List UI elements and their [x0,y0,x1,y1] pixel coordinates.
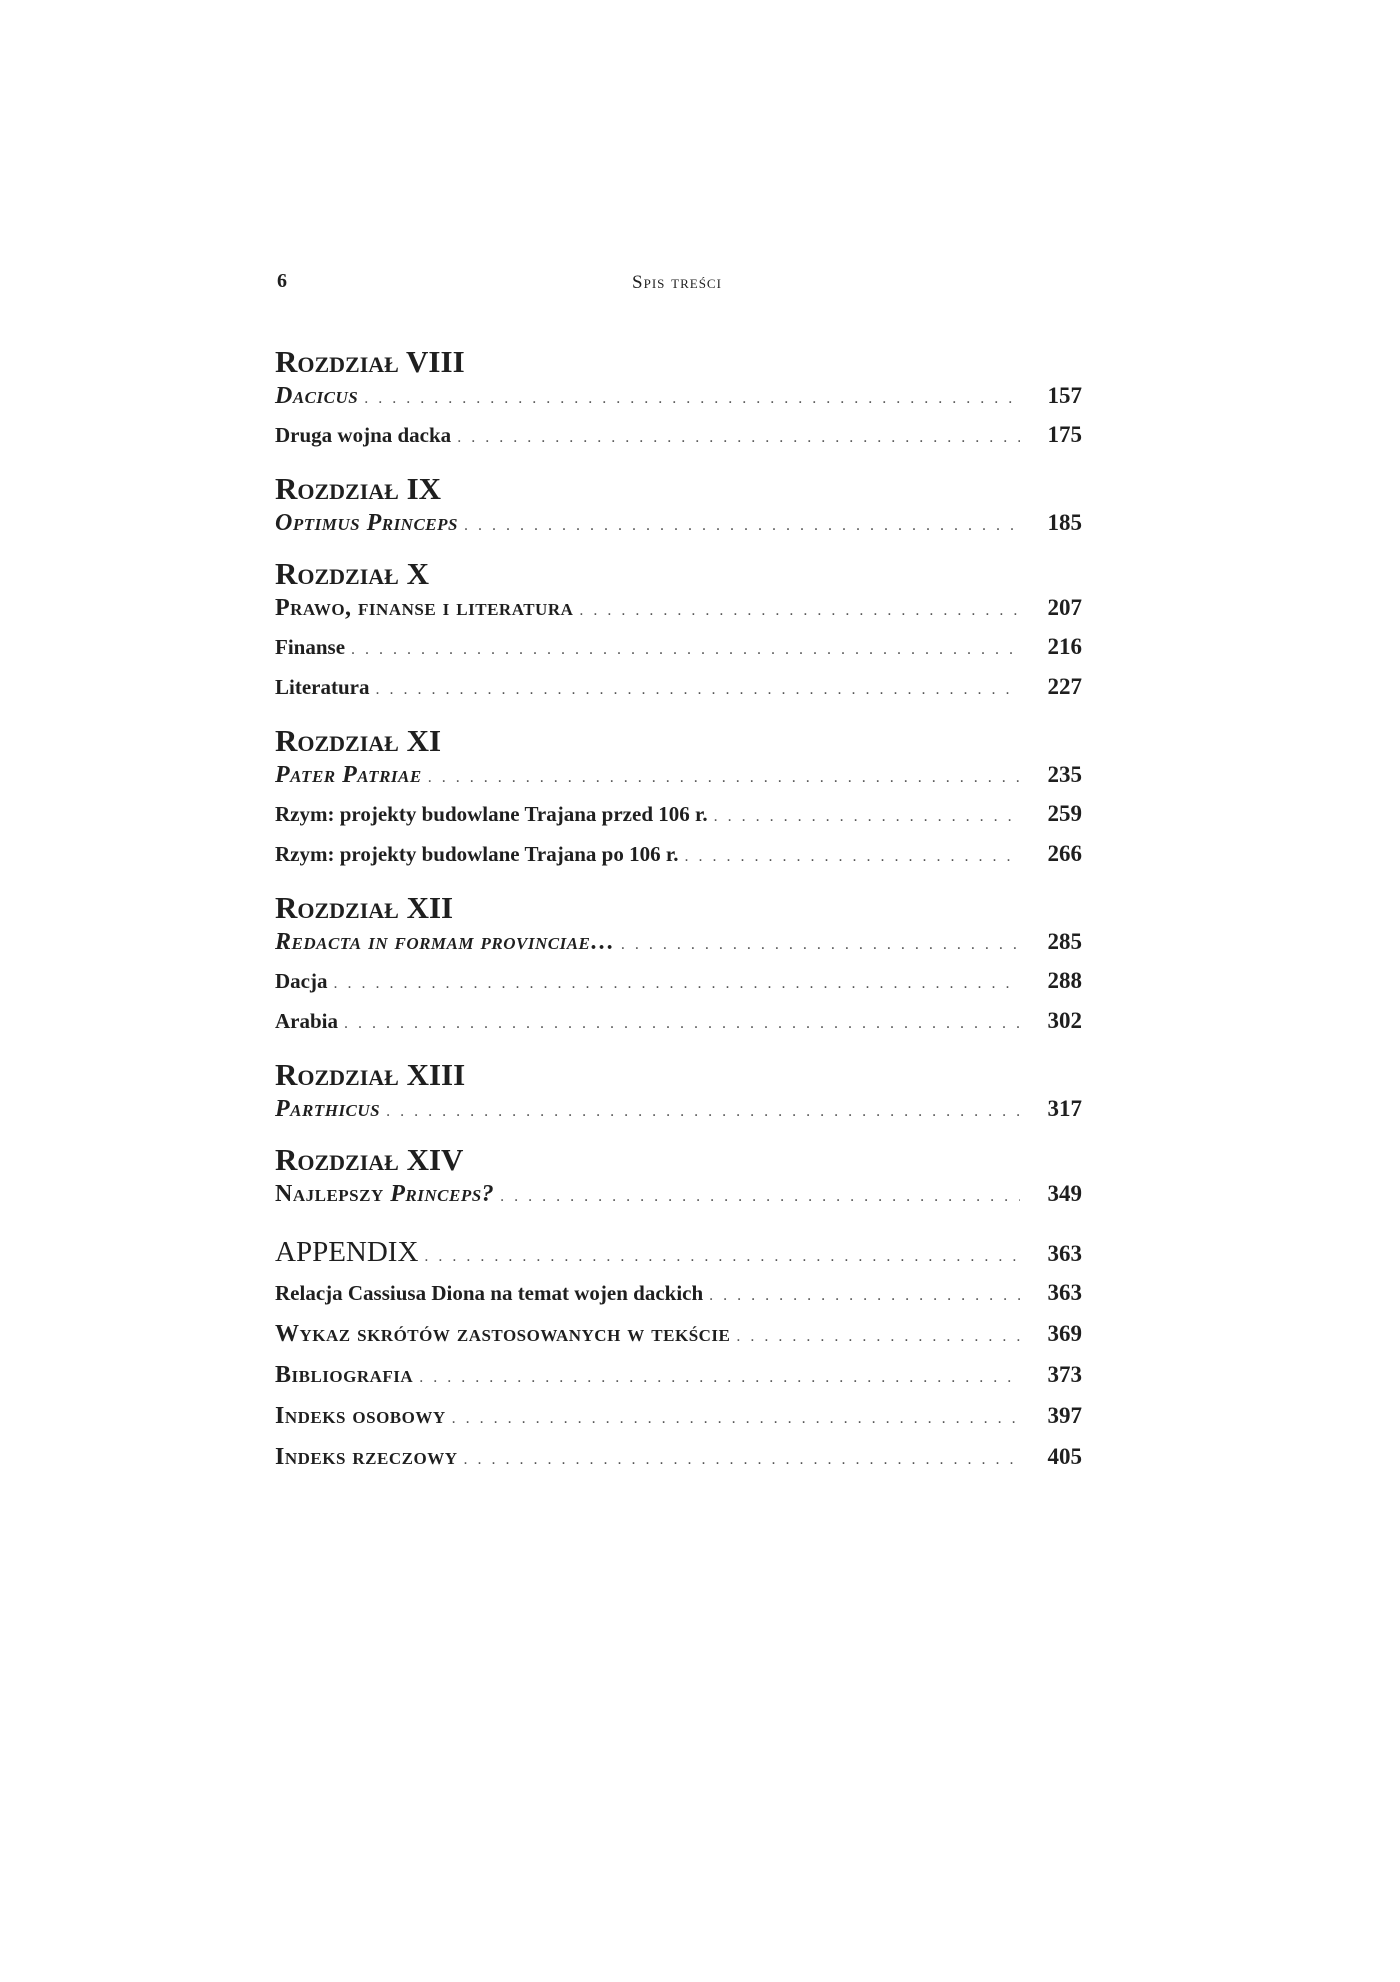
toc-entry-chapter-title[interactable] [275,1177,1082,1211]
entry-page-number: 185 [1047,510,1082,535]
dot-leader [457,418,1020,458]
entry-page-number: 175 [1047,422,1082,447]
entry-page-number: 259 [1047,801,1082,826]
toc-entry-abbreviations[interactable] [275,1313,1082,1354]
chapter-heading: Rozdział XI [275,723,442,758]
chapter-heading: Rozdział IX [275,471,442,506]
entry-page-number: 373 [1047,1362,1082,1387]
entry-title: Dacicus [275,383,359,409]
entry-title: Bibliografia [275,1362,414,1388]
toc-entry-section[interactable] [275,1273,1082,1313]
dot-leader [714,797,1020,837]
entry-title: Indeks osobowy [275,1403,446,1429]
entry-title: Dacja [275,969,328,993]
entry-page-number: 369 [1047,1321,1082,1346]
toc-entry-section[interactable] [275,1001,1082,1041]
entry-title: Rzym: projekty budowlane Trajana przed 106 r. [275,802,708,826]
running-head-title: Spis treści [632,272,722,293]
toc-entry-chapter-title[interactable] [275,379,1082,413]
dot-leader [452,1398,1020,1439]
dot-leader [621,928,1020,962]
entry-page-number: 227 [1047,674,1082,699]
toc-entry-section[interactable] [275,834,1082,874]
entry-title: Finanse [275,635,346,659]
dot-leader [685,837,1020,877]
chapter-heading: Rozdział XIII [275,1057,466,1092]
entry-title: Druga wojna dacka [275,423,452,447]
entry-page-number: 216 [1047,634,1082,659]
toc-entry-chapter-title[interactable] [275,506,1082,540]
dot-leader [428,761,1020,795]
entry-title: Indeks rzeczowy [275,1444,458,1470]
entry-title [275,1177,494,1211]
dot-leader [579,594,1020,628]
entry-title-plain: Najlepszy [275,1181,384,1207]
dot-leader [364,382,1020,416]
entry-page-number: 207 [1047,595,1082,620]
dot-leader [344,1004,1020,1044]
toc-entry-chapter-title[interactable] [275,591,1082,625]
entry-page-number: 235 [1047,762,1082,787]
chapter-heading: Rozdział X [275,556,429,591]
table-of-contents [275,345,1082,1477]
toc-entry-chapter-title[interactable] [275,1092,1082,1126]
entry-page-number: 288 [1047,968,1082,993]
toc-entry-section[interactable] [275,627,1082,667]
toc-entry-chapter-title[interactable] [275,758,1082,792]
entry-title: Pater Patriae [275,762,422,788]
entry-title: Parthicus [275,1096,381,1122]
dot-leader [351,630,1020,670]
entry-title: APPENDIX [275,1236,419,1268]
dot-leader [375,670,1020,710]
entry-page-number: 317 [1047,1096,1082,1121]
entry-page-number: 266 [1047,841,1082,866]
chapter-heading: Rozdział XIV [275,1142,464,1177]
entry-page-number: 397 [1047,1403,1082,1428]
dot-leader [463,1439,1020,1480]
entry-title: Relacja Cassiusa Diona na temat wojen dackich [275,1281,704,1305]
entry-title: Literatura [275,675,370,699]
toc-entry-bibliography[interactable] [275,1354,1082,1395]
toc-entry-chapter-title[interactable] [275,925,1082,959]
entry-page-number: 405 [1047,1444,1082,1469]
toc-entry-index-persons[interactable] [275,1395,1082,1436]
entry-title-italic: Princeps? [390,1181,495,1207]
entry-page-number: 285 [1047,929,1082,954]
entry-title: Arabia [275,1009,338,1033]
dot-leader [333,964,1020,1004]
entry-page-number: 363 [1047,1280,1082,1305]
chapter-heading: Rozdział VIII [275,344,465,379]
dot-leader [736,1316,1020,1357]
dot-leader [419,1357,1020,1398]
dot-leader [386,1095,1020,1129]
toc-entry-index-subjects[interactable] [275,1436,1082,1477]
chapter-heading: Rozdział XII [275,890,454,925]
entry-title: Optimus Princeps [275,510,458,536]
entry-title: Wykaz skrótów zastosowanych w tekście [275,1321,731,1347]
toc-entry-section[interactable] [275,794,1082,834]
entry-title: Redacta in formam provinciae… [275,929,615,955]
entry-page-number: 157 [1047,383,1082,408]
running-head [272,270,1082,300]
page-number: 6 [277,270,287,292]
entry-page-number: 349 [1047,1181,1082,1206]
entry-title: Rzym: projekty budowlane Trajana po 106 r. [275,842,679,866]
entry-title: Prawo, finanse i literatura [275,595,574,621]
toc-entry-section[interactable] [275,961,1082,1001]
entry-page-number: 363 [1047,1241,1082,1266]
toc-entry-appendix[interactable] [275,1231,1082,1273]
entry-page-number: 302 [1047,1008,1082,1033]
toc-entry-section[interactable] [275,415,1082,455]
dot-leader [424,1236,1020,1278]
dot-leader [464,509,1020,543]
dot-leader [500,1180,1020,1214]
dot-leader [709,1276,1020,1316]
toc-entry-section[interactable] [275,667,1082,707]
